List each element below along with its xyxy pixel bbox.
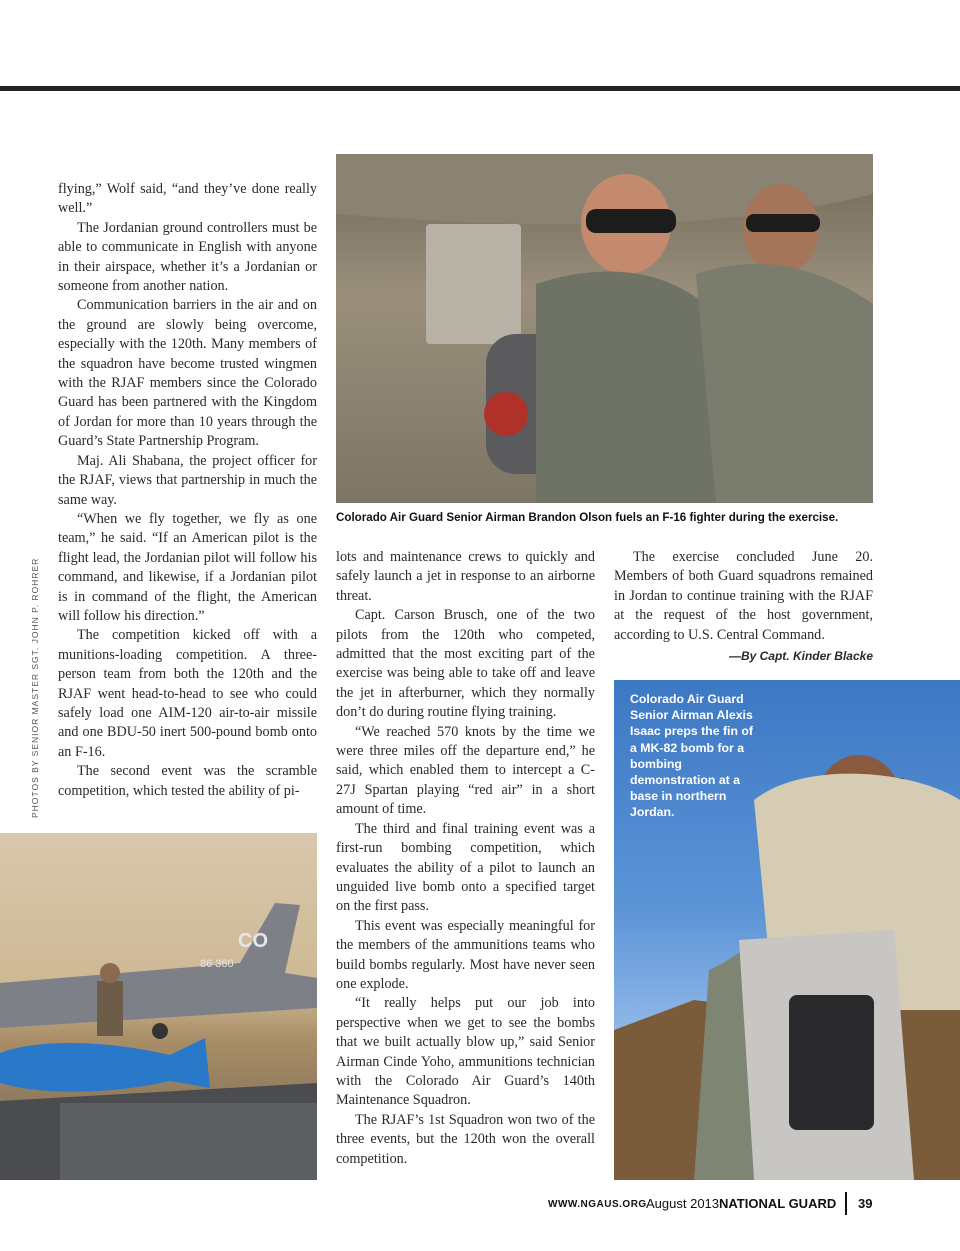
- footer-magazine-title: NATIONAL GUARD: [719, 1196, 837, 1211]
- paragraph: The exercise concluded June 20. Members of both Guard squadrons remained in Jordan to continue training with the RJAF at the request of the host government, according to U.S. Central Command.: [614, 549, 873, 643]
- jet-tail-number: 86 360: [200, 958, 234, 970]
- paragraph: The Jordanian ground controllers must be able to communicate in English with anyone in their airspace, whether it’s a Jordanian or someone from another nation.: [58, 219, 317, 295]
- paragraph: The third and final training event was a first-run bombing competition, which evaluates the ability of a pilot to launch an unguided live bomb onto a specified target on the first pass.: [336, 820, 595, 915]
- top-rule: [0, 86, 960, 91]
- photo-caption-fuel: Colorado Air Guard Senior Airman Brandon Olson fuels an F-16 fighter during the exercise.: [336, 511, 839, 524]
- footer-date: August 2013: [646, 1196, 720, 1211]
- byline: —By Capt. Kinder Blacke: [728, 649, 873, 664]
- paragraph: “We reached 570 knots by the time we were three miles off the departure end,” he said, which enabled them to intercept a C-27J Spartan playing “red air” in a short amount of time.: [336, 723, 595, 818]
- paragraph: “It really helps put our job into perspective when we get to see the bombs that we built actually blow up,” said Senior Airman Cinde Yoho, ammunitions technician with the Colorado Air Guard’s 140th Maintenance Squadron.: [336, 995, 595, 1109]
- paragraph: Maj. Ali Shabana, the project officer for the RJAF, views that partnership in much the same way.: [58, 452, 317, 508]
- paragraph: Capt. Carson Brusch, one of the two pilots from the 120th who competed, admitted that the most exciting part of the exercise was being able to take off and leave the jet in afterburner, which they normally don’t do during routine flying training.: [336, 607, 595, 721]
- footer-url[interactable]: WWW.NGAUS.ORG: [548, 1199, 647, 1210]
- paragraph: flying,” Wolf said, “and they’ve done really well.”: [58, 181, 317, 217]
- paragraph: Communication barriers in the air and on the ground are slowly being overcome, especially with the 120th. Many members of the squadron have become trusted wingmen with the RJAF members since the Colorado Guard has been partnered with the Kingdom of Jordan for more than 10 years through the Guard’s State Partnership Program.: [58, 297, 317, 450]
- footer-divider: [845, 1192, 847, 1215]
- jet-tail-code: CO: [238, 930, 268, 952]
- paragraph: The second event was the scramble competition, which tested the ability of pi-: [58, 763, 317, 799]
- photo-credit: PHOTOS BY SENIOR MASTER SGT. JOHN P. ROHRER: [30, 557, 40, 818]
- article-column-2: [336, 548, 595, 1169]
- paragraph: The RJAF’s 1st Squadron won two of the three events, but the 120th won the overall competition.: [336, 1111, 595, 1167]
- paragraph: The competition kicked off with a munitions-loading competition. A three-person team from both the 120th and the RJAF went head-to-head to see who could safely load one AIM-120 air-to-air missile and one BDU-50 inert 500-pound bomb onto an F-16.: [58, 627, 317, 760]
- page-number: 39: [858, 1196, 873, 1211]
- article-column-3: [614, 548, 873, 666]
- article-column-1: [58, 180, 317, 801]
- photo-caption-airman: Colorado Air Guard Senior Airman Alexis Isaac preps the fin of a MK-82 bomb for a bombing demonstration at a base in northern Jordan.: [630, 692, 753, 820]
- paragraph: lots and maintenance crews to quickly and safely launch a jet in response to an airborne threat.: [336, 549, 595, 604]
- page-footer: [548, 1195, 878, 1215]
- photo-f16-bomb-loading: [0, 833, 317, 1180]
- paragraph: “When we fly together, we fly as one team,” he said. “If an American pilot is the flight lead, the Jordanian pilot will follow his command, and likewise, if a Jordanian pilot is in command of the flight, the American will follow his direction.”: [58, 510, 317, 624]
- paragraph: This event was especially meaningful for the members of the ammunitions teams who build bombs regularly. Most have never seen one explode.: [336, 917, 595, 992]
- photo-airman-fueling-f16: [336, 154, 873, 503]
